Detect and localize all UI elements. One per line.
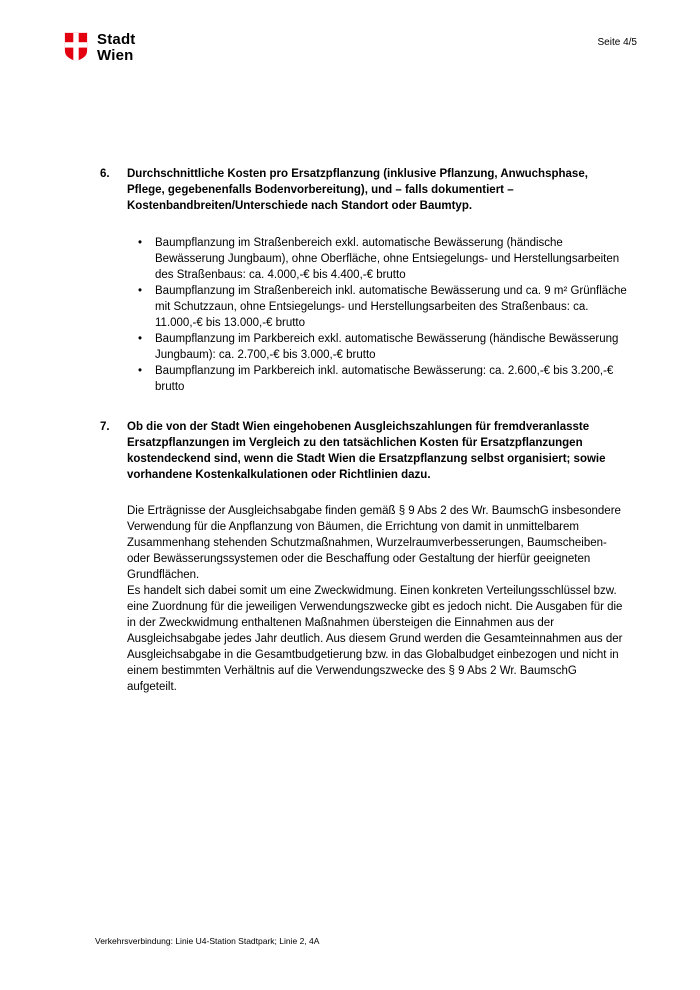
page-indicator: Seite 4/5 <box>597 37 637 48</box>
item-6-heading: Durchschnittliche Kosten pro Ersatzpflanzung (inklusive Pflanzung, Anwuchsphase, Pflege, gegebenenfalls Bodenvorbereitung), und – falls dokumentiert – Kostenbandbreiten/Unterschiede nach Standort oder Baumtyp. <box>127 168 588 212</box>
logo-wordmark-line1: Stadt <box>97 31 136 48</box>
bullet-item: • Baumpflanzung im Straßenbereich inkl. automatische Bewässerung und ca. 9 m² Grünfläche mit Schutzzaun, ohne Entsiegelungs- und Herstellungsarbeiten des Straßenbaus: ca. 11.000,-€ bis 13.000,-€ brutto <box>137 283 627 331</box>
paragraph: Es handelt sich dabei somit um eine Zweckwidmung. Einen konkreten Verteilungsschlüssel bzw. eine Zuordnung für die jeweiligen Verwendungszwecke gibt es jedoch nicht. Die Ausgaben für die in der Zweckwidmung enthaltenen Maßnahmen übersteigen die Einnahmen aus der Ausgleichsabgabe jedes Jahr deutlich. Aus diesem Grund werden die Gesamteinnahmen aus der Ausgleichsabgabe in die Gesamtbudgetierung bzw. in das Globalbudget einbezogen und nicht in einem bestimmten Verhältnis auf die Verwendungszwecke des § 9 Abs 2 Wr. BaumschG aufgeteilt. <box>127 585 623 693</box>
cost-bullet-list <box>127 235 627 395</box>
logo-wordmark-line2: Wien <box>97 47 134 64</box>
stadt-wien-logo <box>64 32 136 64</box>
paragraph: Die Erträgnisse der Ausgleichsabgabe finden gemäß § 9 Abs 2 des Wr. BaumschG insbesondere Verwendung für die Anpflanzung von Bäumen, die Errichtung von damit in unmittelbarem Zusammenhang stehenden Schutzmaßnahmen, Wurzelraumverbesserungen, Baumscheiben- oder Bewässerungssystemen oder die Beschaffung oder Gestaltung der hierfür geeigneten Grundflächen. <box>127 505 621 581</box>
bullet-item: • Baumpflanzung im Parkbereich inkl. automatische Bewässerung: ca. 2.600,-€ bis 3.200,-€ brutto <box>137 363 627 395</box>
stadt-wien-shield-icon <box>64 32 88 62</box>
item-6-number: 6. <box>100 168 110 180</box>
logo-wordmark <box>97 32 136 64</box>
item-7-paragraphs <box>127 503 627 695</box>
item-7-number: 7. <box>100 421 110 433</box>
item-7-heading: Ob die von der Stadt Wien eingehobenen Ausgleichszahlungen für fremdveranlasste Ersatzpflanzungen im Vergleich zu den tatsächlichen Kosten für Ersatzpflanzungen kostendeckend sind, wenn die Stadt Wien die Ersatzpflanzung selbst organisiert; sowie vorhandene Kostenkalkulationen oder Richtlinien dazu. <box>127 421 606 481</box>
bullet-item: • Baumpflanzung im Straßenbereich exkl. automatische Bewässerung (händische Bewässerung Jungbaum), ohne Oberfläche, ohne Entsiegelungs- und Herstellungsarbeiten des Straßenbaus: ca. 4.000,-€ bis 4.400,-€ brutto <box>137 235 627 283</box>
item-7-body <box>127 419 627 695</box>
item-6-body <box>127 166 627 395</box>
document-body <box>100 166 627 695</box>
bullet-item: • Baumpflanzung im Parkbereich exkl. automatische Bewässerung (händische Bewässerung Jungbaum): ca. 2.700,-€ bis 3.000,-€ brutto <box>137 331 627 363</box>
list-item-7 <box>100 419 627 695</box>
footer-transit-info: Verkehrsverbindung: Linie U4-Station Stadtpark; Linie 2, 4A <box>95 936 320 946</box>
list-item-6 <box>100 166 627 395</box>
